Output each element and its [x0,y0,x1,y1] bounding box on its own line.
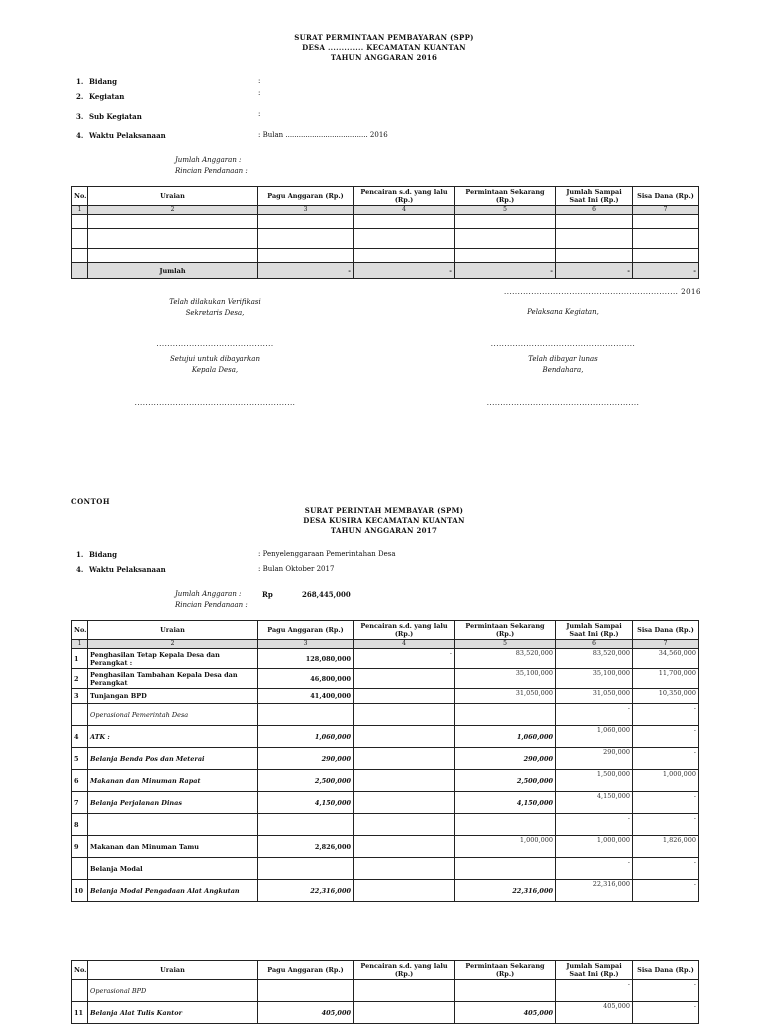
row-sisa: - [633,704,699,726]
signature-line-right: ........................................................ [486,399,640,407]
row-pagu [258,980,354,1002]
row-no: 11 [72,1002,88,1024]
col-header-pagu: Pagu Anggaran (Rp.) [258,961,354,980]
row-pagu: 2,826,000 [258,836,354,858]
column-number-row [72,640,699,649]
col-header-pencairan: Pencairan s.d. yang lalu (Rp.) [354,621,455,640]
signature-role: Kepala Desa, [191,366,239,374]
spp-rincian-pendanaan: Rincian Pendanaan : [175,167,248,175]
row-sisa: - [633,1002,699,1024]
row-jumlah: 83,520,000 [556,649,633,669]
row-no: 1 [72,649,88,669]
spm-table [71,620,699,902]
row-jumlah: 290,000 [556,748,633,770]
row-sisa: - [633,980,699,1002]
col-header-uraian: Uraian [88,187,258,206]
row-jumlah: 35,100,000 [556,669,633,689]
column-number-row [72,206,699,215]
spm-table-body [72,649,699,902]
spm-field-bidang-value: : Penyelenggaraan Pemerintahan Desa [258,550,396,558]
spp-table [71,186,699,279]
signature-pelaksana [478,307,648,318]
row-pagu: 1,060,000 [258,726,354,748]
row-pencairan [354,770,455,792]
spm-field-no: 4. [76,565,84,574]
row-no: 5 [72,748,88,770]
col-header-uraian: Uraian [88,621,258,640]
table-header-row [72,621,699,640]
row-sisa: 1,000,000 [633,770,699,792]
col-number: 2 [88,206,258,215]
table-total-row [72,263,699,279]
table-row [72,814,699,836]
col-number: 5 [455,206,556,215]
row-jumlah: 1,500,000 [556,770,633,792]
col-number: 1 [72,206,88,215]
col-number: 4 [354,640,455,649]
row-jumlah: 405,000 [556,1002,633,1024]
col-header-jumlah: Jumlah Sampai Saat Ini (Rp.) [556,621,633,640]
row-pagu: 290,000 [258,748,354,770]
row-jumlah: 1,000,000 [556,836,633,858]
col-header-pencairan: Pencairan s.d. yang lalu (Rp.) [354,187,455,206]
row-no: 3 [72,689,88,704]
table-row [72,669,699,689]
signature-caption: Telah dibayar lunas [528,355,598,363]
signature-role: Sekretaris Desa, [185,309,245,317]
spp-field-no: 4. [76,131,84,140]
table-row [72,792,699,814]
col-number: 1 [72,640,88,649]
col-number: 3 [258,206,354,215]
row-sisa: 34,560,000 [633,649,699,669]
row-permintaan: 22,316,000 [455,880,556,902]
col-header-no: No. [72,961,88,980]
row-jumlah: 22,316,000 [556,880,633,902]
signature-line-left: ........................................................... [134,399,296,407]
row-uraian [88,814,258,836]
row-pagu: 22,316,000 [258,880,354,902]
row-no: 2 [72,669,88,689]
row-pencairan [354,836,455,858]
spm-jumlah-value: 268,445,000 [302,590,351,599]
col-header-jumlah: Jumlah Sampai Saat Ini (Rp.) [556,961,633,980]
row-permintaan [455,704,556,726]
row-jumlah: - [556,704,633,726]
total-pagu: - [258,263,354,279]
spm-title-line-3: TAHUN ANGGARAN 2017 [330,526,438,535]
table-row [72,980,699,1002]
row-pencairan [354,792,455,814]
total-label: Jumlah [88,263,258,279]
table-row [72,858,699,880]
spp-field-waktu-value: : Bulan ..................................... 2016 [258,131,388,139]
row-no [72,704,88,726]
row-pagu: 2,500,000 [258,770,354,792]
spp-date-line: ................................................................ 2016 [504,288,701,296]
row-sisa: - [633,748,699,770]
col-number: 4 [354,206,455,215]
row-pencairan [354,814,455,836]
row-permintaan: 1,060,000 [455,726,556,748]
row-pagu: 46,800,000 [258,669,354,689]
row-jumlah: - [556,814,633,836]
spp-title-line-3: TAHUN ANGGARAN 2016 [330,53,438,62]
spp-field-waktu-label: Waktu Pelaksanaan [89,131,166,140]
spm-field-bidang-label: Bidang [89,550,117,559]
col-number: 3 [258,640,354,649]
table-header-row [72,961,699,980]
contoh-label: CONTOH [71,497,110,506]
row-permintaan [455,814,556,836]
spp-field-kegiatan-label: Kegiatan [89,92,125,101]
table-row [72,836,699,858]
row-no: 10 [72,880,88,902]
signature-sekretaris [130,297,300,319]
row-sisa: - [633,814,699,836]
row-jumlah: - [556,858,633,880]
col-header-no: No. [72,187,88,206]
spm-field-no: 1. [76,550,84,559]
table-row [72,1002,699,1024]
row-sisa: - [633,726,699,748]
row-pagu [258,858,354,880]
col-header-permintaan: Permintaan Sekarang (Rp.) [455,961,556,980]
total-jumlah: - [556,263,633,279]
row-uraian: Penghasilan Tambahan Kepala Desa dan Perangkat [88,669,258,689]
signature-caption: Telah dilakukan Verifikasi [169,298,261,306]
row-permintaan: 35,100,000 [455,669,556,689]
row-jumlah: 1,060,000 [556,726,633,748]
col-header-permintaan: Permintaan Sekarang (Rp.) [455,621,556,640]
spp-field-no: 2. [76,92,84,101]
table-row [72,880,699,902]
row-uraian: Penghasilan Tetap Kepala Desa dan Perangkat : [88,649,258,669]
row-no: 8 [72,814,88,836]
row-pencairan [354,858,455,880]
col-number: 2 [88,640,258,649]
spm-title-line-1: SURAT PERINTAH MEMBAYAR (SPM) [304,506,464,515]
col-header-jumlah: Jumlah Sampai Saat Ini (Rp.) [556,187,633,206]
row-uraian: Belanja Benda Pos dan Meterai [88,748,258,770]
row-sisa: - [633,858,699,880]
row-no: 7 [72,792,88,814]
row-pencairan [354,726,455,748]
row-uraian: Makanan dan Minuman Rapat [88,770,258,792]
spp-field-kegiatan-value: : [258,89,261,97]
col-header-no: No. [72,621,88,640]
col-header-sisa: Sisa Dana (Rp.) [633,961,699,980]
spm-field-waktu-label: Waktu Pelaksanaan [89,565,166,574]
spp-title-line-1: SURAT PERMINTAAN PEMBAYARAN (SPP) [294,33,474,42]
signature-role: Pelaksana Kegiatan, [527,308,599,316]
row-permintaan: 290,000 [455,748,556,770]
row-no: 4 [72,726,88,748]
row-pagu: 41,400,000 [258,689,354,704]
row-pencairan [354,669,455,689]
row-permintaan: 2,500,000 [455,770,556,792]
row-pagu: 128,080,000 [258,649,354,669]
row-pencairan [354,704,455,726]
row-permintaan: 405,000 [455,1002,556,1024]
row-permintaan [455,980,556,1002]
table-row [72,726,699,748]
table-row [72,748,699,770]
row-pagu: 4,150,000 [258,792,354,814]
row-jumlah: 4,150,000 [556,792,633,814]
total-pencairan: - [354,263,455,279]
row-sisa: 11,700,000 [633,669,699,689]
col-header-permintaan: Permintaan Sekarang (Rp.) [455,187,556,206]
col-header-uraian: Uraian [88,961,258,980]
signature-line-left: ........................................... [156,340,274,348]
row-uraian: Belanja Perjalanan Dinas [88,792,258,814]
table-row [72,215,699,229]
spp-field-subkegiatan-value: : [258,110,261,118]
table-row [72,770,699,792]
table-row [72,649,699,669]
signature-caption: Setujui untuk dibayarkan [170,355,260,363]
spp-field-subkegiatan-label: Sub Kegiatan [89,112,142,121]
row-sisa: 1,826,000 [633,836,699,858]
row-pencairan [354,748,455,770]
row-pagu [258,814,354,836]
spp-field-no: 3. [76,112,84,121]
row-pagu [258,704,354,726]
col-number: 5 [455,640,556,649]
total-sisa: - [633,263,699,279]
spm-table-continued [71,960,699,1024]
col-header-pencairan: Pencairan s.d. yang lalu (Rp.) [354,961,455,980]
total-permintaan: - [455,263,556,279]
row-permintaan: 31,050,000 [455,689,556,704]
spp-title-line-2: DESA ............. KECAMATAN KUANTAN [302,43,466,52]
col-number: 6 [556,206,633,215]
signature-role: Bendahara, [542,366,584,374]
spm-title-line-2: DESA KUSIRA KECAMATAN KUANTAN [303,516,465,525]
row-no: 9 [72,836,88,858]
row-jumlah: - [556,980,633,1002]
table-row [72,689,699,704]
row-no [72,858,88,880]
table-header-row [72,187,699,206]
row-pencairan [354,880,455,902]
col-header-sisa: Sisa Dana (Rp.) [633,621,699,640]
col-number: 6 [556,640,633,649]
row-uraian: Belanja Modal [88,858,258,880]
row-pencairan [354,689,455,704]
row-uraian: ATK : [88,726,258,748]
table-row [72,249,699,263]
row-pencairan [354,980,455,1002]
spm-continued-body [72,980,699,1024]
signature-kepala-desa [130,354,300,376]
table-row [72,704,699,726]
row-pencairan: - [354,649,455,669]
row-uraian: Operasional BPD [88,980,258,1002]
spm-jumlah-rp: Rp [262,590,273,599]
spp-field-bidang-label: Bidang [89,77,117,86]
row-jumlah: 31,050,000 [556,689,633,704]
row-uraian: Belanja Alat Tulis Kantor [88,1002,258,1024]
row-uraian: Tunjangan BPD [88,689,258,704]
row-no [72,980,88,1002]
col-header-pagu: Pagu Anggaran (Rp.) [258,621,354,640]
row-no: 6 [72,770,88,792]
col-number: 7 [633,640,699,649]
row-permintaan: 83,520,000 [455,649,556,669]
col-header-pagu: Pagu Anggaran (Rp.) [258,187,354,206]
row-pencairan [354,1002,455,1024]
row-permintaan [455,858,556,880]
table-row [72,229,699,249]
col-header-sisa: Sisa Dana (Rp.) [633,187,699,206]
col-number: 7 [633,206,699,215]
spm-jumlah-anggaran: Jumlah Anggaran : [175,590,242,598]
signature-line-right: ..................................................... [490,340,636,348]
row-permintaan: 4,150,000 [455,792,556,814]
row-pagu: 405,000 [258,1002,354,1024]
row-uraian: Makanan dan Minuman Tamu [88,836,258,858]
row-permintaan: 1,000,000 [455,836,556,858]
signature-bendahara [478,354,648,376]
row-sisa: 10,350,000 [633,689,699,704]
row-uraian: Belanja Modal Pengadaan Alat Angkutan [88,880,258,902]
row-sisa: - [633,880,699,902]
row-uraian: Operasional Pemerintah Desa [88,704,258,726]
spp-field-no: 1. [76,77,84,86]
spm-field-waktu-value: : Bulan Oktober 2017 [258,565,335,573]
spp-field-bidang-value: : [258,77,261,85]
row-sisa: - [633,792,699,814]
spm-rincian-pendanaan: Rincian Pendanaan : [175,601,248,609]
spp-jumlah-anggaran: Jumlah Anggaran : [175,156,242,164]
